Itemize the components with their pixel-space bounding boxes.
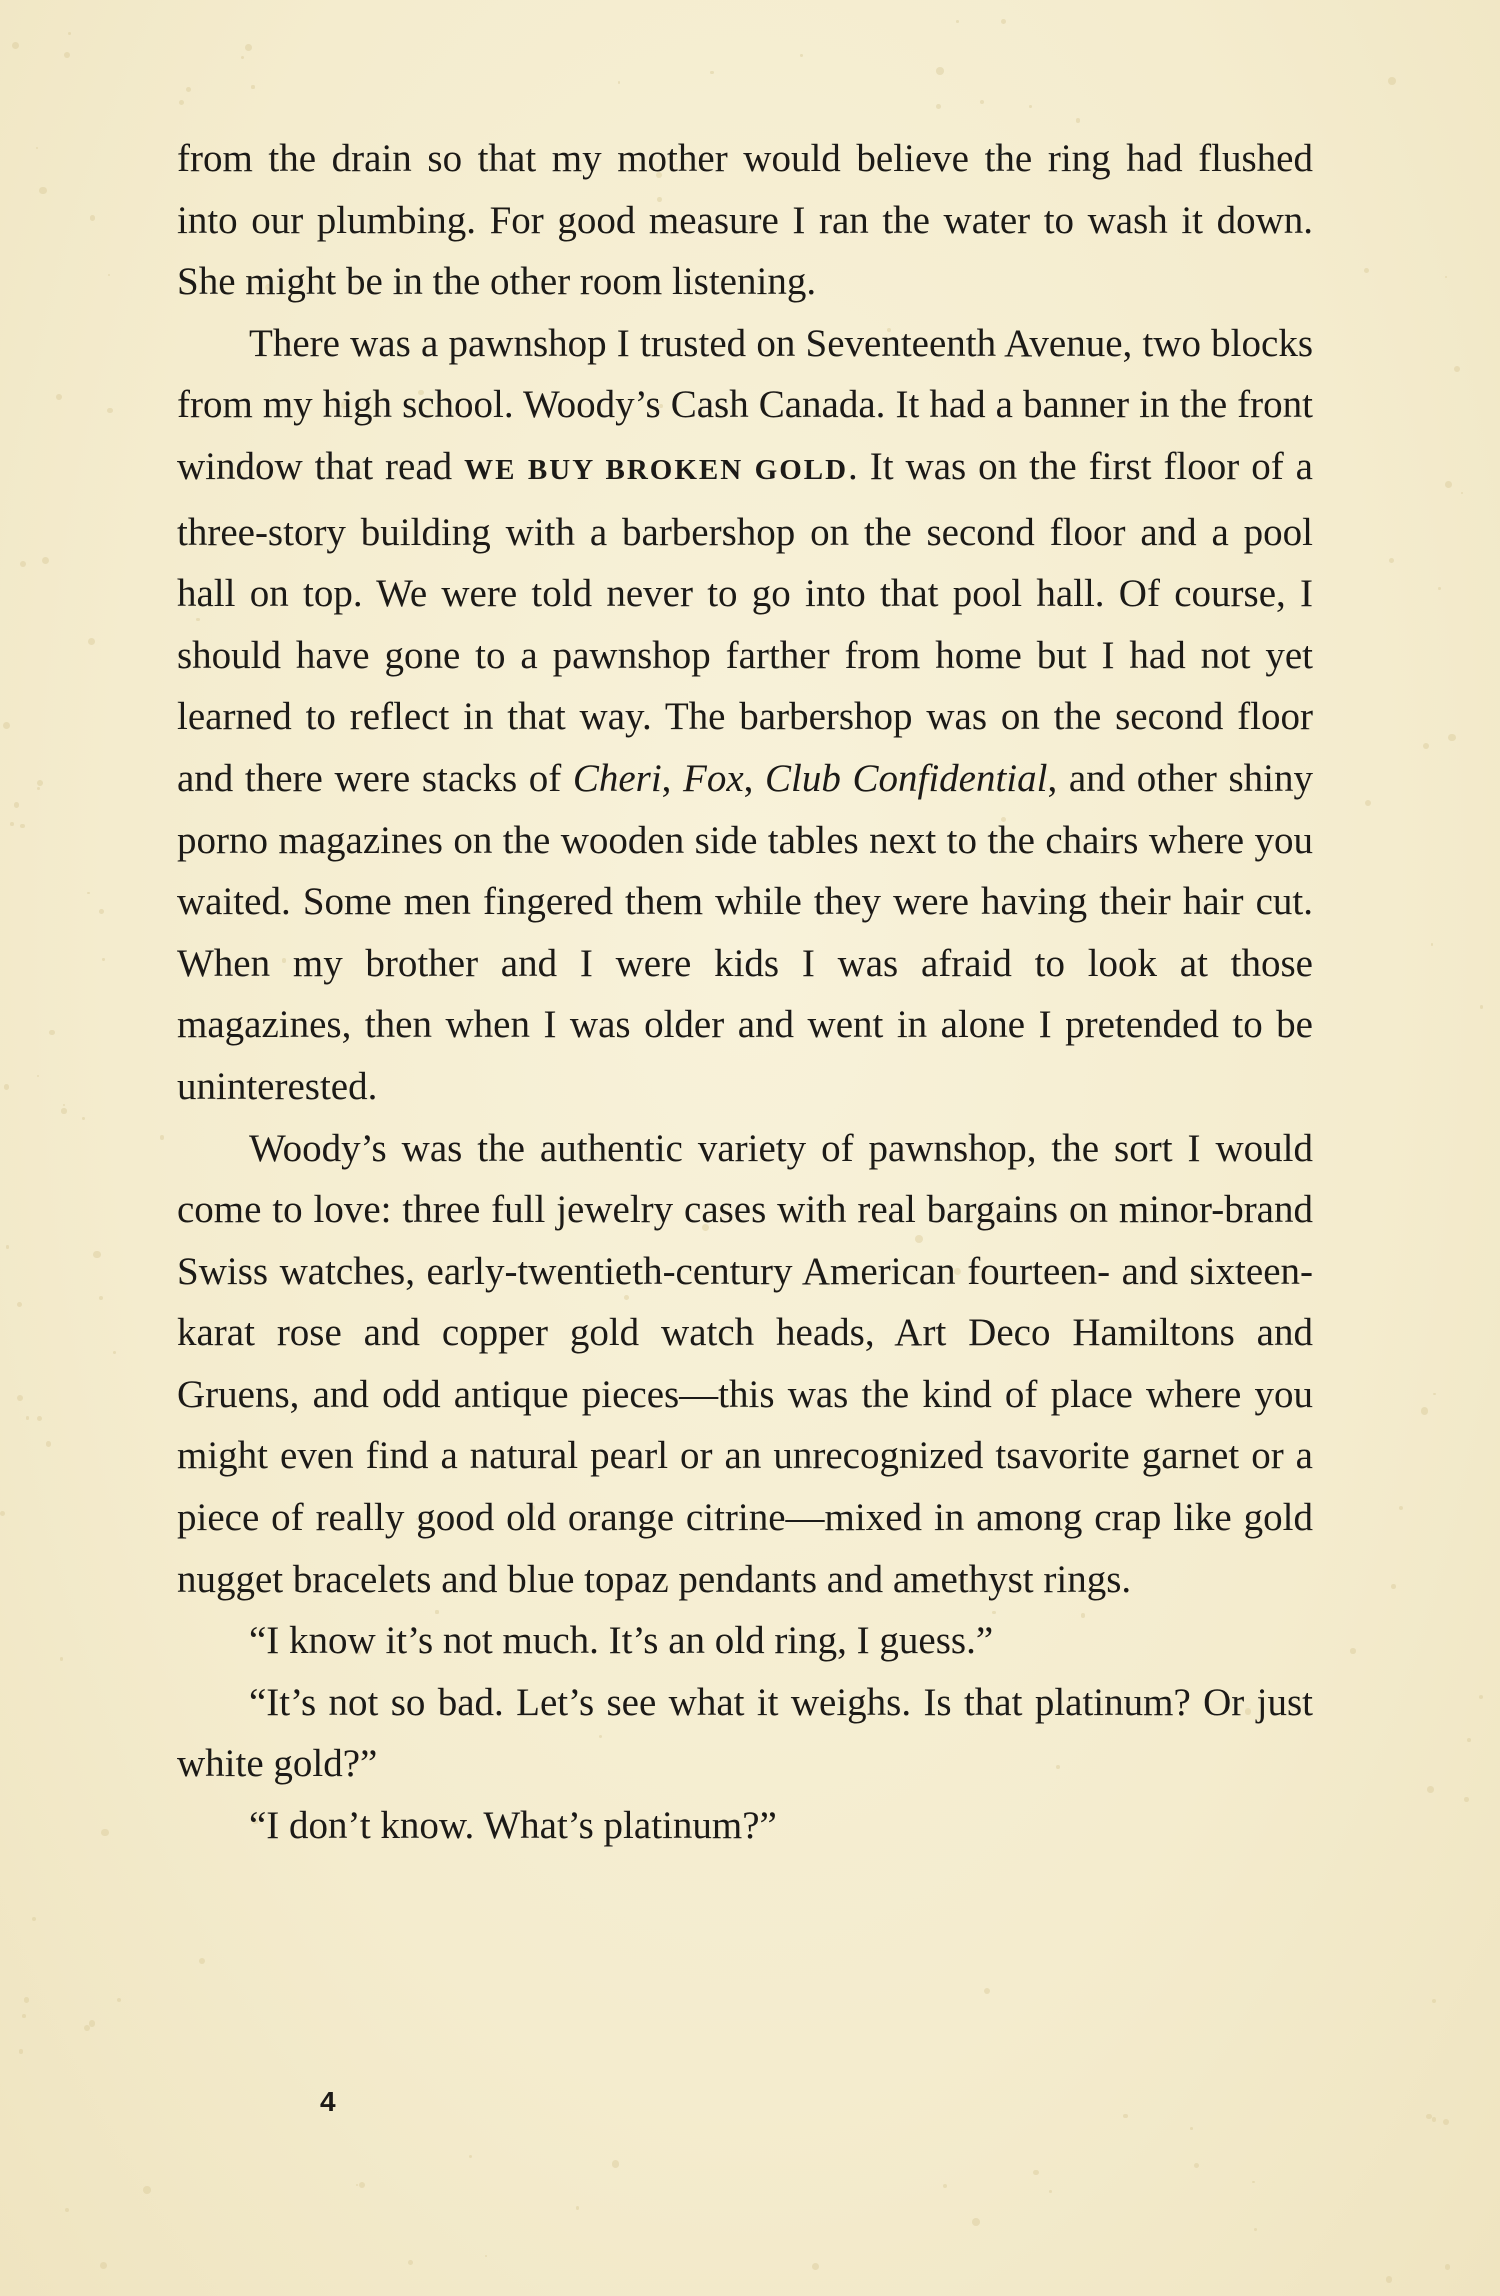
- text-run: . It was on the first floor of a three-story building with a barbershop on the second floor and a pool hall on top. We were told never to go into that pool hall. Of course, I should have gone to a pawnshop farther from home but I had not yet learned to reflect in that way. The barbershop was on the second floor and there were stacks of: [177, 444, 1313, 800]
- text-run: “I know it’s not much. It’s an old ring, I guess.”: [249, 1619, 994, 1663]
- banner-text: WE BUY BROKEN GOLD: [464, 453, 849, 486]
- paragraph: [177, 1610, 1313, 1672]
- text-run: ,: [743, 756, 766, 800]
- paragraph: [177, 313, 1313, 1118]
- italic-title: Club Confidential: [765, 756, 1048, 800]
- text-run: Woody’s was the authentic variety of pawnshop, the sort I would come to love: three full jewelry cases with real bargains on minor-brand Swiss watches, early-twentieth-century American fourteen- and sixteen-karat rose and copper gold watch heads, Art Deco Hamiltons and Gruens, and odd antique pieces—this was the kind of place where you might even find a natural pearl or an unrecognized tsavorite garnet or a piece of really good old orange citrine—mixed in among crap like gold nugget bracelets and blue topaz pendants and amethyst rings.: [177, 1126, 1313, 1601]
- text-run: There was a pawnshop I trusted on Seventeenth Avenue, two blocks from my high school. Woody’s Cash Canada. It had a banner in the front window that read: [177, 321, 1313, 488]
- italic-title: Fox: [683, 756, 744, 800]
- paragraph: [177, 1118, 1313, 1611]
- body-text: [177, 128, 1313, 1857]
- text-run: ,: [661, 756, 684, 800]
- paragraph: [177, 1672, 1313, 1795]
- paragraph: [177, 128, 1313, 313]
- text-run: , and other shiny porno magazines on the wooden side tables next to the chairs where you waited. Some men fingered them while they were having their hair cut. When my brother and I were kids I was afraid to look at those magazines, then when I was older and went in alone I pretended to be uninterested.: [177, 756, 1313, 1108]
- text-run: from the drain so that my mother would believe the ring had flushed into our plumbing. For good measure I ran the water to wash it down. She might be in the other room listening.: [177, 137, 1313, 304]
- text-run: “It’s not so bad. Let’s see what it weighs. Is that platinum? Or just white gold?”: [177, 1680, 1313, 1786]
- paragraph: [177, 1795, 1313, 1857]
- page-number: 4: [320, 2086, 336, 2117]
- text-run: “I don’t know. What’s platinum?”: [249, 1804, 777, 1848]
- italic-title: Cheri: [572, 756, 662, 800]
